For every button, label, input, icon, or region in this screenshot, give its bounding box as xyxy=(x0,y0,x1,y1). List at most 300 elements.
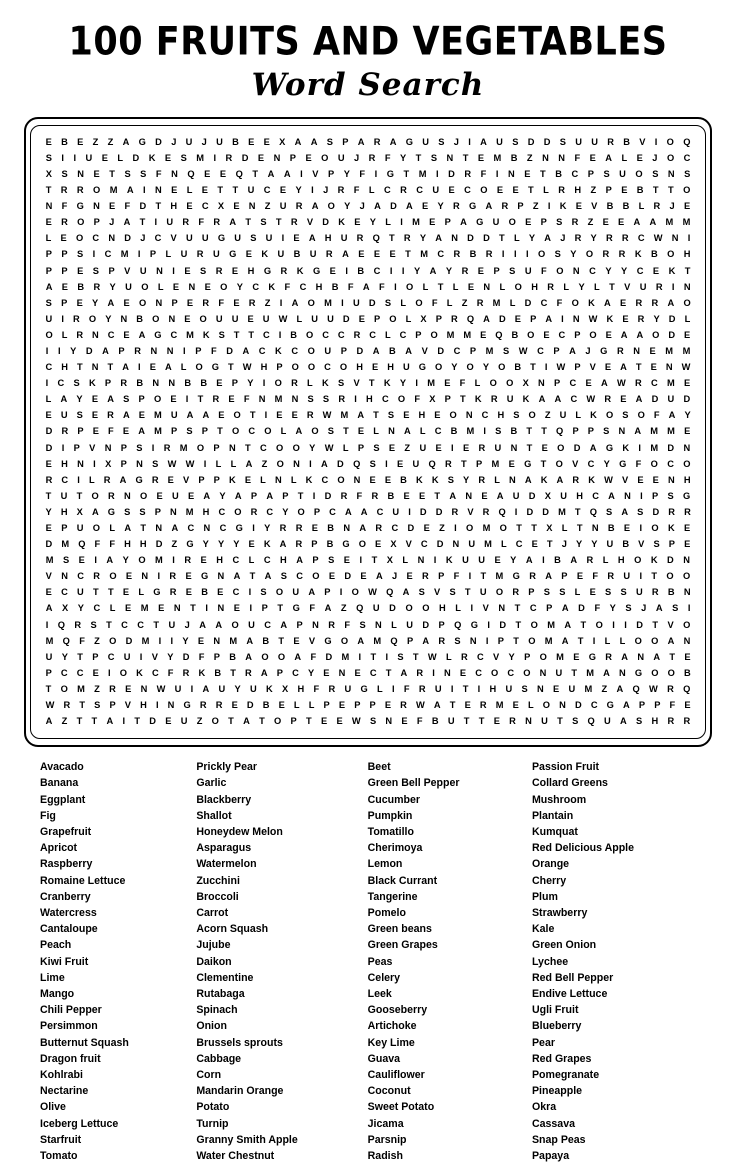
letter-cell: L xyxy=(494,474,500,485)
letter-cell: M xyxy=(544,635,553,646)
letter-cell: D xyxy=(182,651,190,662)
letter-cell: S xyxy=(369,716,377,727)
letter-cell: E xyxy=(123,329,130,340)
letter-cell: P xyxy=(276,667,283,678)
letter-cell: E xyxy=(553,683,560,694)
letter-cell: S xyxy=(384,297,392,308)
letter-cell: D xyxy=(667,555,674,566)
word-list-item: Parsnip xyxy=(367,1133,407,1146)
letter-cell: M xyxy=(463,329,472,340)
letter-cell: E xyxy=(636,152,643,163)
letter-cell: P xyxy=(213,651,220,662)
letter-cell: U xyxy=(277,249,285,260)
letter-cell: R xyxy=(684,506,691,517)
letter-cell: U xyxy=(568,683,576,694)
letter-cell: A xyxy=(545,571,552,582)
word-list-item: Green Bell Pepper xyxy=(367,777,460,790)
letter-cell: T xyxy=(277,603,284,614)
letter-grid-row xyxy=(37,214,699,230)
letter-cell: N xyxy=(388,426,395,437)
letter-cell: A xyxy=(321,458,328,469)
letter-cell: I xyxy=(468,571,472,582)
letter-cell: C xyxy=(587,458,595,469)
letter-cell: C xyxy=(537,345,544,356)
letter-cell: T xyxy=(526,426,533,437)
letter-cell: S xyxy=(622,410,629,421)
letter-cell: H xyxy=(439,603,446,614)
letter-cell: C xyxy=(391,523,399,533)
letter-cell: Y xyxy=(590,233,597,244)
letter-cell: T xyxy=(244,442,251,453)
letter-cell: U xyxy=(619,168,626,179)
letter-cell: D xyxy=(419,506,427,517)
letter-cell: R xyxy=(667,683,674,694)
letter-cell: B xyxy=(450,426,458,437)
word-list-item: Prickly Pear xyxy=(196,761,257,774)
letter-cell: R xyxy=(182,667,190,678)
letter-cell: E xyxy=(637,474,644,485)
letter-cell: A xyxy=(106,555,114,566)
letter-cell: O xyxy=(683,297,691,308)
letter-cell: I xyxy=(137,249,141,260)
letter-cell: P xyxy=(469,345,477,356)
letter-cell: T xyxy=(652,619,659,630)
word-list-item: Acorn Squash xyxy=(196,923,269,936)
letter-cell: L xyxy=(109,603,116,614)
letter-cell: V xyxy=(434,587,441,598)
letter-cell: E xyxy=(620,297,627,308)
letter-cell: W xyxy=(368,587,377,598)
letter-cell: B xyxy=(293,249,301,260)
letter-cell: O xyxy=(292,442,300,453)
letter-cell: A xyxy=(620,716,627,727)
letter-cell: S xyxy=(327,426,334,437)
letter-grid-row xyxy=(37,649,699,665)
letter-cell: U xyxy=(639,281,647,292)
letter-cell: I xyxy=(640,490,643,501)
letter-cell: A xyxy=(620,329,628,340)
letter-cell: T xyxy=(669,651,676,662)
letter-cell: R xyxy=(76,185,84,196)
letter-cell: R xyxy=(280,265,288,276)
letter-cell: T xyxy=(139,217,146,228)
letter-cell: A xyxy=(122,410,130,421)
letter-cell: I xyxy=(639,523,643,533)
letter-cell: O xyxy=(109,635,117,646)
letter-cell: O xyxy=(234,506,242,517)
letter-cell: D xyxy=(528,490,536,501)
letter-grid-row xyxy=(37,198,699,214)
letter-cell: R xyxy=(418,683,426,694)
letter-cell: D xyxy=(132,152,140,163)
letter-cell: E xyxy=(531,539,538,550)
letter-cell: T xyxy=(91,716,98,727)
letter-cell: A xyxy=(126,185,134,196)
letter-cell: O xyxy=(634,635,642,646)
letter-cell: E xyxy=(575,201,582,212)
letter-cell: C xyxy=(296,571,303,582)
letter-cell: I xyxy=(92,249,96,260)
letter-cell: R xyxy=(107,410,114,421)
letter-cell: X xyxy=(386,555,393,566)
letter-cell: C xyxy=(60,667,68,678)
letter-cell: J xyxy=(669,201,675,212)
letter-cell: U xyxy=(635,587,643,598)
letter-cell: B xyxy=(510,426,518,437)
letter-cell: N xyxy=(120,313,128,324)
letter-cell: L xyxy=(186,185,193,196)
letter-cell: D xyxy=(578,603,585,614)
letter-cell: R xyxy=(103,474,111,485)
letter-cell: O xyxy=(405,603,413,614)
letter-cell: T xyxy=(368,378,375,389)
letter-cell: T xyxy=(385,667,392,678)
letter-cell: N xyxy=(77,168,84,179)
letter-cell: R xyxy=(604,394,612,405)
letter-cell: L xyxy=(384,329,391,340)
letter-cell: P xyxy=(554,378,561,389)
letter-cell: U xyxy=(309,249,317,260)
letter-cell: R xyxy=(163,442,171,453)
letter-cell: H xyxy=(61,362,68,373)
letter-cell: A xyxy=(171,523,179,533)
letter-cell: K xyxy=(588,474,595,485)
letter-cell: D xyxy=(344,571,352,582)
letter-cell: C xyxy=(529,603,537,614)
letter-cell: C xyxy=(61,587,68,598)
letter-cell: Y xyxy=(309,442,316,453)
letter-cell: U xyxy=(372,603,380,614)
letter-cell: A xyxy=(402,587,410,598)
letter-cell: L xyxy=(377,683,383,694)
letter-cell: T xyxy=(460,394,466,405)
letter-cell: V xyxy=(667,619,674,630)
letter-cell: P xyxy=(587,168,594,179)
letter-cell: O xyxy=(683,185,691,196)
letter-cell: E xyxy=(403,410,410,421)
letter-cell: X xyxy=(544,490,551,501)
letter-cell: M xyxy=(120,249,129,260)
letter-cell: E xyxy=(92,667,99,678)
letter-cell: O xyxy=(650,458,658,469)
word-list-item: Persimmon xyxy=(40,1020,98,1033)
letter-cell: I xyxy=(281,233,285,244)
word-list-item: Broccoli xyxy=(196,890,239,903)
letter-cell: I xyxy=(391,683,395,694)
word-list-item: Jicama xyxy=(367,1117,404,1130)
letter-cell: U xyxy=(337,152,345,163)
letter-cell: P xyxy=(553,345,560,356)
letter-cell: N xyxy=(274,474,282,485)
letter-cell: O xyxy=(276,442,284,453)
letter-cell: Y xyxy=(482,362,490,373)
letter-cell: B xyxy=(229,651,236,662)
letter-cell: U xyxy=(166,217,174,228)
letter-cell: R xyxy=(356,233,364,244)
letter-cell: E xyxy=(122,426,130,437)
letter-cell: Y xyxy=(45,506,52,517)
letter-cell: G xyxy=(76,201,84,212)
letter-cell: E xyxy=(329,265,336,276)
letter-cell: R xyxy=(653,201,661,212)
letter-cell: U xyxy=(212,249,220,260)
letter-cell: K xyxy=(445,555,453,566)
letter-cell: E xyxy=(248,136,255,147)
letter-cell: L xyxy=(342,442,349,453)
letter-cell: T xyxy=(434,490,441,501)
letter-cell: T xyxy=(651,571,658,582)
letter-cell: C xyxy=(232,555,240,566)
letter-cell: W xyxy=(681,362,691,373)
letter-cell: I xyxy=(249,603,253,614)
letter-cell: Y xyxy=(76,394,83,405)
letter-cell: E xyxy=(311,523,318,533)
letter-cell: S xyxy=(556,217,563,228)
letter-cell: O xyxy=(261,651,269,662)
letter-cell: E xyxy=(305,152,312,163)
letter-cell: P xyxy=(406,635,414,646)
letter-cell: T xyxy=(437,281,444,292)
letter-cell: R xyxy=(400,700,407,711)
letter-cell: E xyxy=(187,490,195,501)
letter-cell: E xyxy=(200,555,207,566)
page-subtitle: Word Search xyxy=(251,66,485,103)
letter-cell: L xyxy=(400,297,407,308)
letter-cell: A xyxy=(344,506,352,517)
letter-cell: R xyxy=(529,571,536,582)
letter-cell: O xyxy=(211,716,219,727)
letter-cell: E xyxy=(459,667,467,678)
word-list-item: Turnip xyxy=(196,1117,229,1130)
letter-grid-row xyxy=(37,263,699,279)
letter-cell: R xyxy=(572,474,580,485)
letter-cell: L xyxy=(290,474,297,485)
letter-cell: R xyxy=(375,523,383,533)
letter-cell: E xyxy=(125,683,132,694)
letter-cell: L xyxy=(157,281,164,292)
letter-cell: H xyxy=(617,555,625,566)
letter-cell: S xyxy=(260,217,267,228)
letter-cell: M xyxy=(495,700,504,711)
letter-cell: D xyxy=(448,168,455,179)
letter-cell: C xyxy=(322,329,329,340)
letter-cell: C xyxy=(592,490,599,501)
letter-cell: A xyxy=(308,233,316,244)
letter-cell: I xyxy=(57,345,61,356)
letter-cell: D xyxy=(322,217,330,228)
letter-cell: B xyxy=(469,249,477,260)
word-list-item: Lychee xyxy=(531,955,569,968)
page-title: 100 FRUITS AND VEGETABLES xyxy=(68,19,668,65)
letter-cell: H xyxy=(139,539,147,550)
letter-cell: V xyxy=(151,651,158,662)
letter-cell: W xyxy=(324,442,334,453)
letter-cell: I xyxy=(408,506,411,517)
letter-cell: T xyxy=(278,635,285,646)
word-list-item: Iceberg Lettuce xyxy=(40,1117,119,1130)
word-list-column-3 xyxy=(368,759,526,1164)
letter-cell: C xyxy=(420,539,428,550)
letter-cell: E xyxy=(218,410,225,421)
word-list-item: Pear xyxy=(531,1036,555,1049)
letter-cell: U xyxy=(434,683,442,694)
letter-cell: U xyxy=(479,587,487,598)
letter-cell: S xyxy=(94,700,101,711)
letter-cell: L xyxy=(684,313,691,324)
letter-cell: C xyxy=(437,249,445,260)
letter-cell: R xyxy=(501,201,509,212)
letter-cell: Q xyxy=(495,329,503,340)
letter-cell: O xyxy=(491,667,499,678)
letter-cell: A xyxy=(404,426,411,437)
letter-cell: S xyxy=(322,394,330,405)
letter-cell: E xyxy=(263,136,270,147)
letter-cell: E xyxy=(184,265,191,276)
letter-cell: P xyxy=(313,506,321,517)
letter-cell: H xyxy=(683,249,691,260)
letter-cell: U xyxy=(352,297,360,308)
letter-cell: Z xyxy=(461,297,468,308)
letter-cell: D xyxy=(407,523,415,533)
letter-cell: S xyxy=(438,136,445,147)
letter-cell: E xyxy=(369,474,376,485)
letter-cell: O xyxy=(311,426,319,437)
letter-cell: O xyxy=(666,571,674,582)
letter-cell: A xyxy=(374,201,381,212)
letter-cell: Y xyxy=(234,683,241,694)
letter-cell: F xyxy=(310,651,317,662)
letter-cell: E xyxy=(244,474,252,485)
letter-cell: C xyxy=(299,281,307,292)
letter-cell: A xyxy=(243,716,250,727)
letter-cell: E xyxy=(434,410,441,421)
letter-cell: C xyxy=(252,281,260,292)
letter-cell: E xyxy=(403,490,410,501)
letter-cell: L xyxy=(215,458,222,469)
letter-cell: A xyxy=(202,683,210,694)
letter-cell: D xyxy=(149,716,156,727)
letter-cell: E xyxy=(109,201,116,212)
letter-cell: D xyxy=(45,426,53,437)
letter-cell: E xyxy=(406,571,413,582)
letter-cell: L xyxy=(602,555,609,566)
letter-cell: A xyxy=(556,474,564,485)
letter-cell: M xyxy=(558,506,566,517)
letter-cell: P xyxy=(104,378,112,389)
letter-cell: N xyxy=(248,201,256,212)
letter-cell: I xyxy=(592,635,596,646)
letter-cell: E xyxy=(573,651,580,662)
letter-cell: P xyxy=(201,426,208,437)
letter-grid-row xyxy=(37,134,699,150)
letter-cell: V xyxy=(353,378,360,389)
letter-cell: N xyxy=(498,603,506,614)
letter-cell: R xyxy=(182,217,190,228)
word-list-column-4 xyxy=(532,759,702,1164)
letter-cell: P xyxy=(289,152,296,163)
letter-grid-row xyxy=(37,391,699,407)
letter-cell: T xyxy=(557,716,563,727)
letter-cell: N xyxy=(591,523,599,533)
letter-cell: E xyxy=(247,313,254,324)
letter-cell: I xyxy=(155,700,159,711)
letter-cell: C xyxy=(218,506,226,517)
letter-cell: A xyxy=(360,506,368,517)
letter-cell: E xyxy=(525,217,532,228)
letter-cell: E xyxy=(338,700,346,711)
letter-cell: M xyxy=(667,426,675,437)
letter-cell: G xyxy=(263,265,272,276)
word-list-item: Lime xyxy=(40,971,65,984)
letter-cell: I xyxy=(309,458,312,469)
letter-cell: E xyxy=(620,394,627,405)
word-list-item: Kohlrabi xyxy=(40,1069,83,1082)
letter-cell: A xyxy=(229,217,237,228)
letter-cell: N xyxy=(537,683,544,694)
letter-cell: C xyxy=(637,233,645,244)
word-list-item: Peas xyxy=(367,955,393,968)
letter-cell: C xyxy=(170,329,178,340)
letter-cell: K xyxy=(622,442,630,453)
letter-cell: B xyxy=(262,700,270,711)
letter-cell: J xyxy=(201,136,207,147)
letter-cell: W xyxy=(185,458,195,469)
letter-cell: A xyxy=(199,619,206,630)
letter-cell: E xyxy=(602,217,609,228)
letter-cell: N xyxy=(538,378,545,389)
letter-cell: U xyxy=(248,619,255,630)
letter-cell: O xyxy=(233,410,241,421)
letter-cell: B xyxy=(357,265,365,276)
letter-cell: L xyxy=(117,152,124,163)
letter-cell: P xyxy=(369,700,376,711)
letter-cell: R xyxy=(476,297,484,308)
letter-cell: M xyxy=(446,329,455,340)
letter-cell: L xyxy=(61,329,68,340)
letter-cell: E xyxy=(279,185,287,196)
letter-cell: A xyxy=(357,410,365,421)
letter-cell: O xyxy=(337,474,345,485)
letter-cell: T xyxy=(412,651,419,662)
letter-cell: Y xyxy=(70,345,77,356)
letter-cell: N xyxy=(213,635,221,646)
letter-cell: O xyxy=(589,329,597,340)
word-list-item: Clementine xyxy=(196,971,254,984)
letter-cell: C xyxy=(121,619,128,630)
letter-cell: P xyxy=(154,506,161,517)
letter-cell: G xyxy=(312,265,321,276)
letter-cell: L xyxy=(368,185,375,196)
letter-cell: P xyxy=(668,539,675,550)
letter-cell: N xyxy=(293,458,300,469)
letter-cell: U xyxy=(560,490,567,501)
letter-cell: Z xyxy=(532,201,539,212)
letter-cell: O xyxy=(499,523,507,533)
letter-cell: C xyxy=(416,185,423,196)
letter-cell: R xyxy=(306,410,314,421)
letter-cell: T xyxy=(217,185,224,196)
letter-cell: R xyxy=(452,201,460,212)
letter-cell: S xyxy=(328,555,335,566)
letter-cell: A xyxy=(45,281,53,292)
letter-cell: U xyxy=(76,523,84,533)
letter-cell: R xyxy=(169,587,177,598)
letter-cell: V xyxy=(493,651,500,662)
letter-cell: S xyxy=(625,603,632,614)
letter-cell: P xyxy=(120,442,127,453)
letter-cell: G xyxy=(211,362,219,373)
letter-cell: N xyxy=(665,362,673,373)
